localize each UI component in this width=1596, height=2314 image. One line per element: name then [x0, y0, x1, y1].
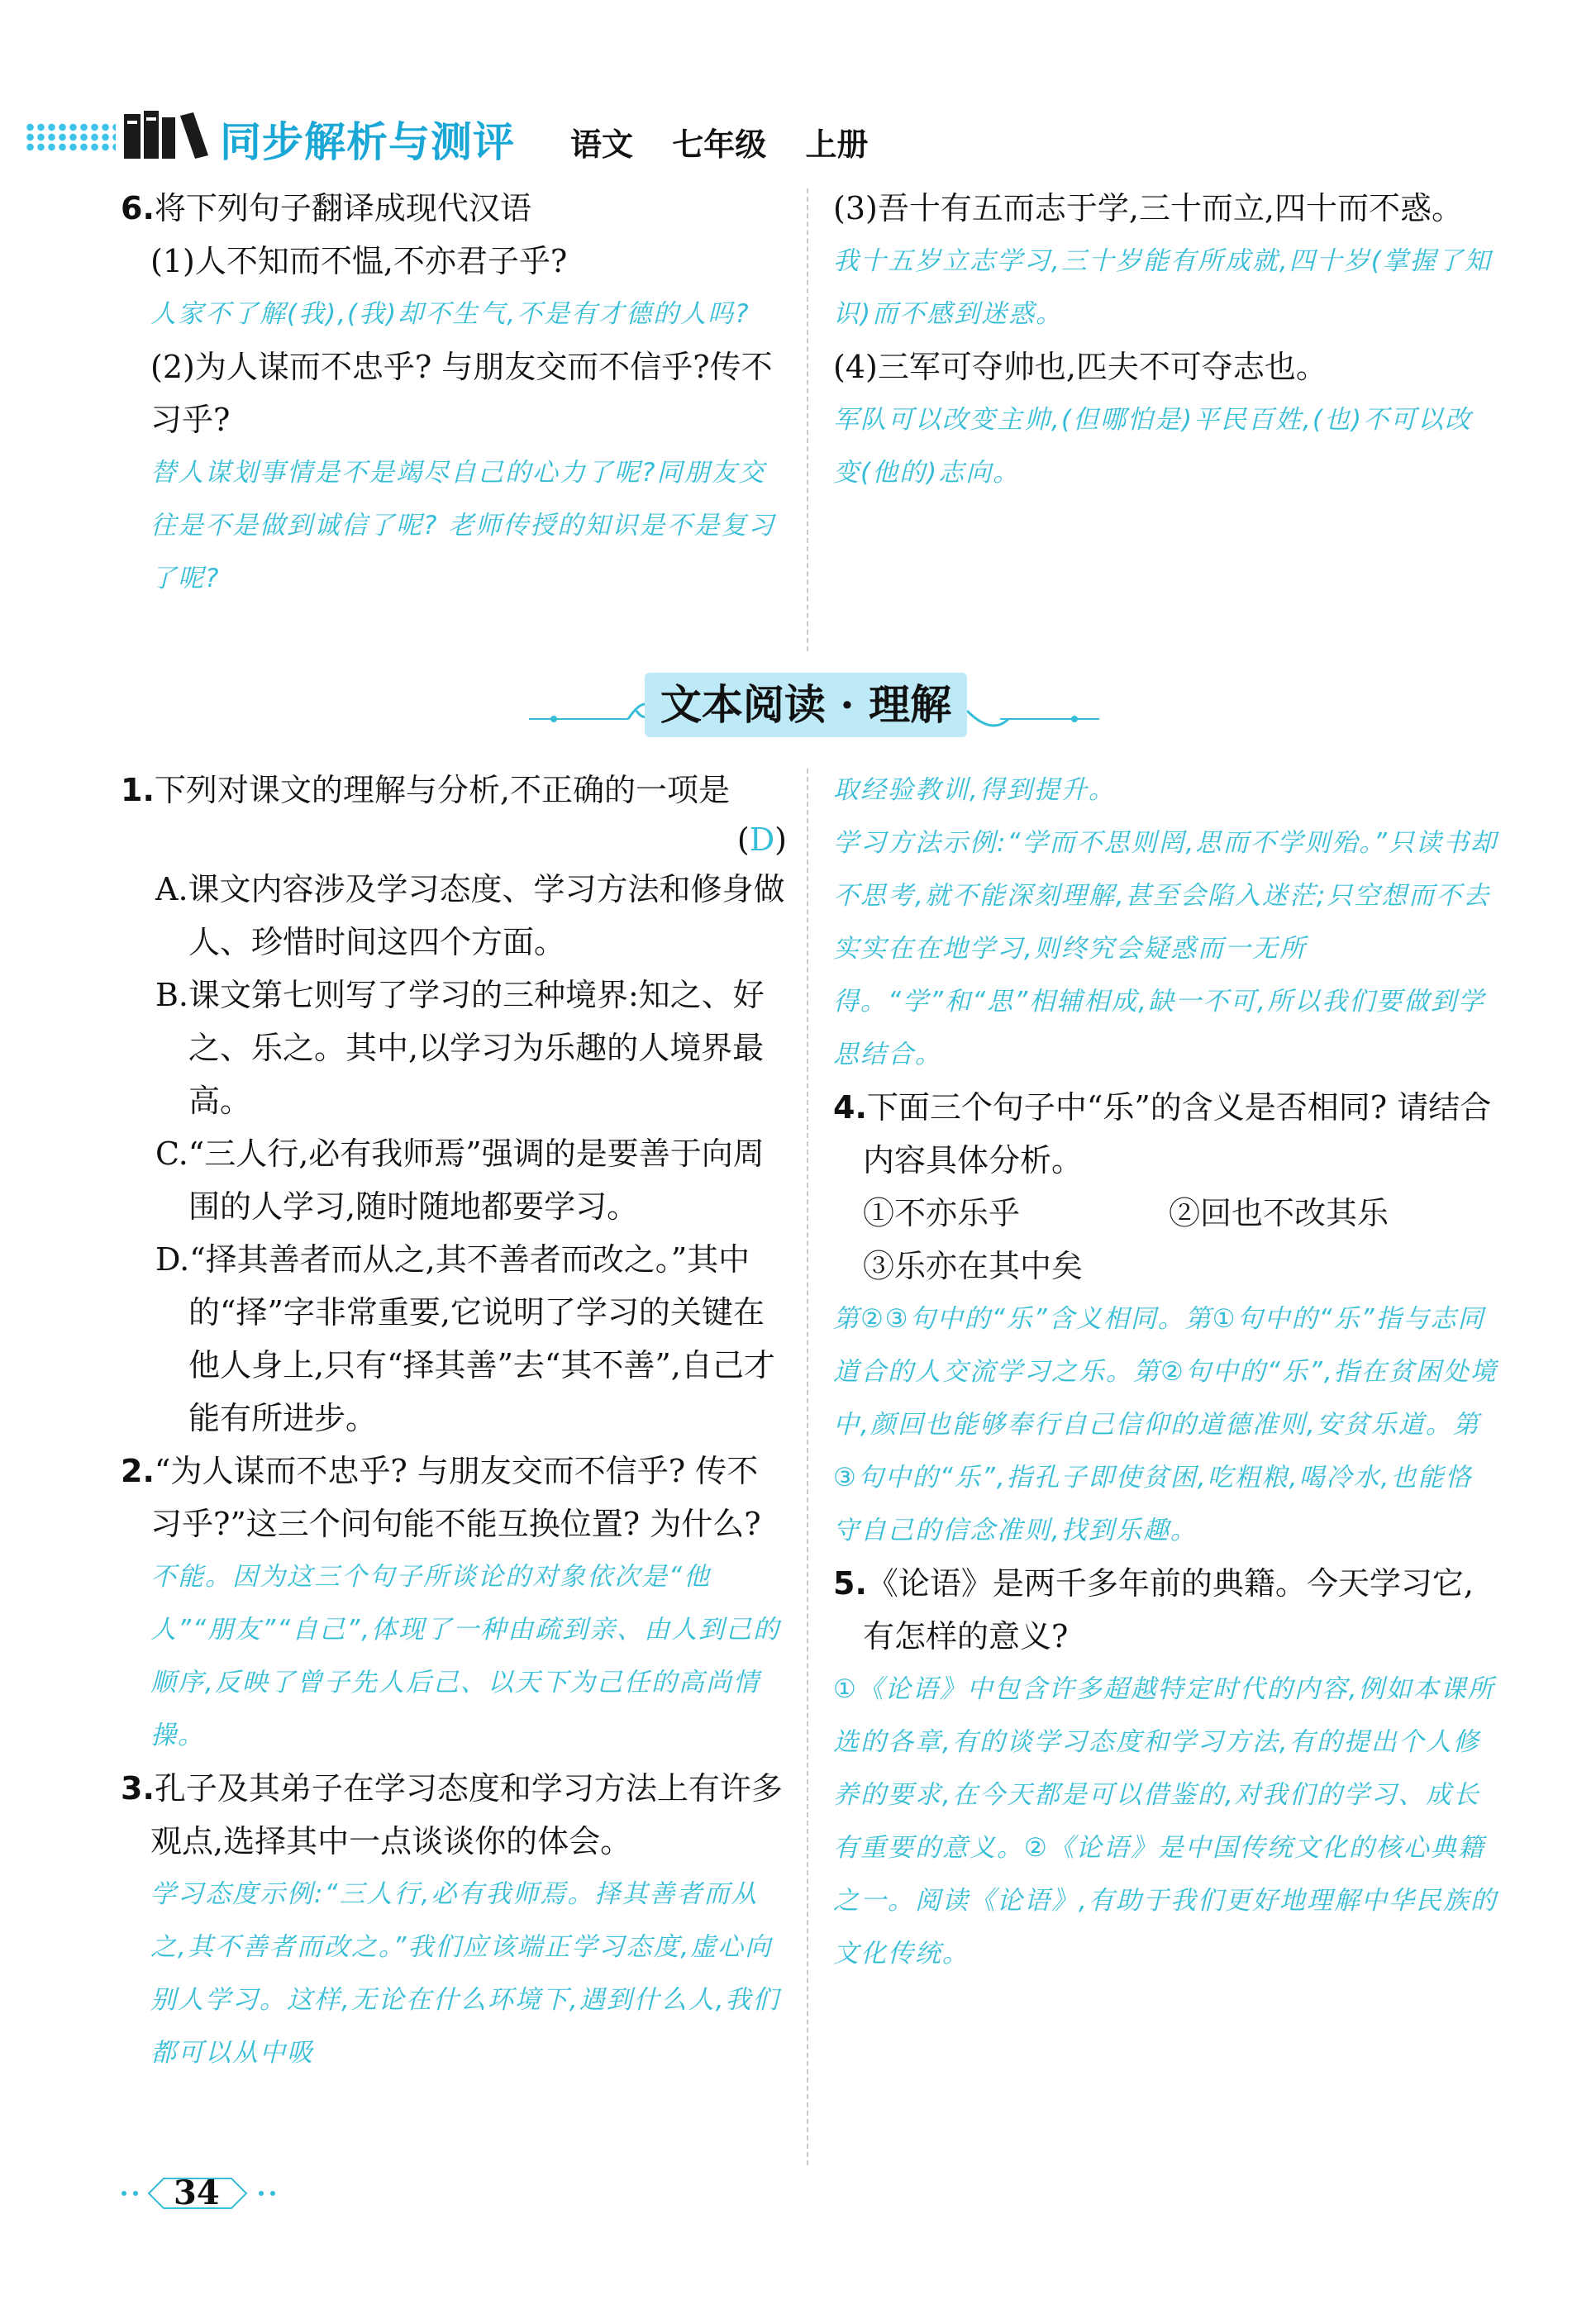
- header-dot-pattern: [25, 122, 116, 152]
- question-5: [833, 1557, 1499, 1663]
- bracket-close: ): [774, 821, 787, 858]
- answer-q3-continued: 取经验教训,得到提升。: [833, 775, 1116, 805]
- question-text: “为人谋而不忠乎? 与朋友交而不信乎? 传不习乎?”这三个问句能不能互换位置? 为什么?: [150, 1453, 761, 1542]
- answer-4: 军队可以改变主帅,(但哪怕是)平民百姓,(也)不可以改变(他的)志向。: [833, 405, 1473, 488]
- option-b: B.课文第七则写了学习的三种境界:知之、好之、乐之。其中,以学习为乐趣的人境界最高。: [155, 977, 765, 1119]
- answer-1: 人家不了解(我),(我)却不生气,不是有才德的人吗?: [150, 299, 750, 329]
- top-right-column: [833, 182, 1499, 499]
- bracket-open: (: [736, 821, 750, 858]
- sentence-2: (2)为人谋而不忠乎? 与朋友交而不信乎?传不习乎?: [150, 349, 773, 438]
- answer-3: 我十五岁立志学习,三十岁能有所成就,四十岁(掌握了知识)而不感到迷惑。: [833, 246, 1492, 329]
- question-number: 1.: [121, 772, 155, 808]
- q4-sentences-row-2: [833, 1240, 1499, 1293]
- question-3: [121, 1762, 787, 1868]
- q4-sentence-1: ①不亦乐乎: [863, 1195, 1021, 1231]
- question-text: 《论语》是两千多年前的典籍。今天学习它,有怎样的意义?: [863, 1565, 1474, 1655]
- question-number: 2.: [121, 1453, 155, 1489]
- question-6: [121, 182, 787, 235]
- volume-label: 上册: [805, 126, 869, 163]
- question-4: [833, 1081, 1499, 1187]
- answer-q5: ①《论语》中包含许多超越特定时代的内容,例如本课所选的各章,有的谈学习态度和学习方法,有的提出个人修养的要求,在今天都是可以借鉴的,对我们的学习、成长有重要的意义。②《论语》是中国传统文化的核心典籍之一。阅读《论语》,有助于我们更好地理解中华民族的文化传统。: [833, 1674, 1498, 1969]
- books-logo-icon: [122, 109, 213, 160]
- section-title: 文本阅读 · 理解: [645, 673, 967, 737]
- answer-bracket: [121, 817, 787, 863]
- top-column-divider: [807, 188, 808, 651]
- question-text: 下面三个句子中“乐”的含义是否相同? 请结合内容具体分析。: [863, 1089, 1492, 1178]
- sentence-4: (4)三军可夺帅也,匹夫不可夺志也。: [833, 349, 1327, 385]
- question-number: 3.: [121, 1770, 155, 1807]
- subject-label: 语文: [570, 126, 634, 163]
- series-title: 同步解析与测评: [220, 118, 515, 166]
- top-left-column: [121, 182, 787, 605]
- question-number: 4.: [833, 1089, 867, 1126]
- answer-q3: 学习态度示例:“三人行,必有我师焉。择其善者而从之,其不善者而改之。”我们应该端正学习态度,虚心向别人学习。这样,无论在什么环境下,遇到什么人,我们都可以从中吸: [150, 1879, 780, 2068]
- q4-sentences-row: [833, 1187, 1499, 1240]
- sentence-1: (1)人不知而不愠,不亦君子乎?: [150, 243, 568, 279]
- section-header: [0, 661, 1596, 752]
- question-number: 5.: [833, 1565, 867, 1602]
- question-text: 将下列句子翻译成现代汉语: [154, 190, 531, 226]
- option-d: D.“择其善者而从之,其不善者而改之。”其中的“择”字非常重要,它说明了学习的关键在他人身上,只有“择其善”去“其不善”,自己才能有所进步。: [155, 1241, 775, 1436]
- book-info: [570, 119, 897, 164]
- page-header: [25, 106, 934, 164]
- grade-label: 七年级: [672, 126, 767, 163]
- sentence-3: (3)吾十有五而志于学,三十而立,四十而不惑。: [833, 190, 1463, 226]
- main-right-column: [833, 764, 1499, 1980]
- choice-answer: D: [749, 821, 775, 858]
- option-a: A.课文内容涉及学习态度、学习方法和修身做人、珍惜时间这四个方面。: [155, 871, 785, 960]
- question-text: 孔子及其弟子在学习态度和学习方法上有许多观点,选择其中一点谈谈你的体会。: [150, 1770, 783, 1859]
- page-number: 34: [174, 2174, 220, 2212]
- main-left-column: [121, 764, 787, 2079]
- question-2: [121, 1445, 787, 1550]
- answer-2: 替人谋划事情是不是竭尽自己的心力了呢?同朋友交往是不是做到诚信了呢? 老师传授的知识是不是复习了呢?: [150, 458, 776, 593]
- option-c: C.“三人行,必有我师焉”强调的是要善于向周围的人学习,随时随地都要学习。: [155, 1136, 765, 1225]
- q4-sentence-2: ②回也不改其乐: [1169, 1195, 1389, 1231]
- right-ornament-icon: [967, 661, 1099, 752]
- answer-q3-method: 学习方法示例:“学而不思则罔,思而不学则殆。”只读书却不思考,就不能深刻理解,甚至会陷入迷茫;只空想而不去实实在在地学习,则终究会疑惑而一无所得。“学”和“思”相辅相成,缺一不可,所以我们要做到学思结合。: [833, 828, 1498, 1069]
- q4-sentence-3: ③乐亦在其中矣: [863, 1248, 1084, 1284]
- main-column-divider: [807, 769, 808, 2165]
- left-ornament-icon: [529, 661, 653, 752]
- question-number: 6.: [121, 190, 155, 226]
- question-text: 下列对课文的理解与分析,不正确的一项是: [154, 772, 730, 808]
- answer-q4: 第②③句中的“乐”含义相同。第①句中的“乐”指与志同道合的人交流学习之乐。第②句中的“乐”,指在贫困处境中,颜回也能够奉行自己信仰的道德准则,安贫乐道。第③句中的“乐”,指孔子即使贫困,吃粗粮,喝冷水,也能恪守自己的信念准则,找到乐趣。: [833, 1304, 1498, 1545]
- question-1: [121, 764, 787, 817]
- answer-q2: 不能。因为这三个句子所谈论的对象依次是“他人”“朋友”“自己”,体现了一种由疏到亲、由人到己的顺序,反映了曾子先人后己、以天下为己任的高尚情操。: [150, 1562, 781, 1750]
